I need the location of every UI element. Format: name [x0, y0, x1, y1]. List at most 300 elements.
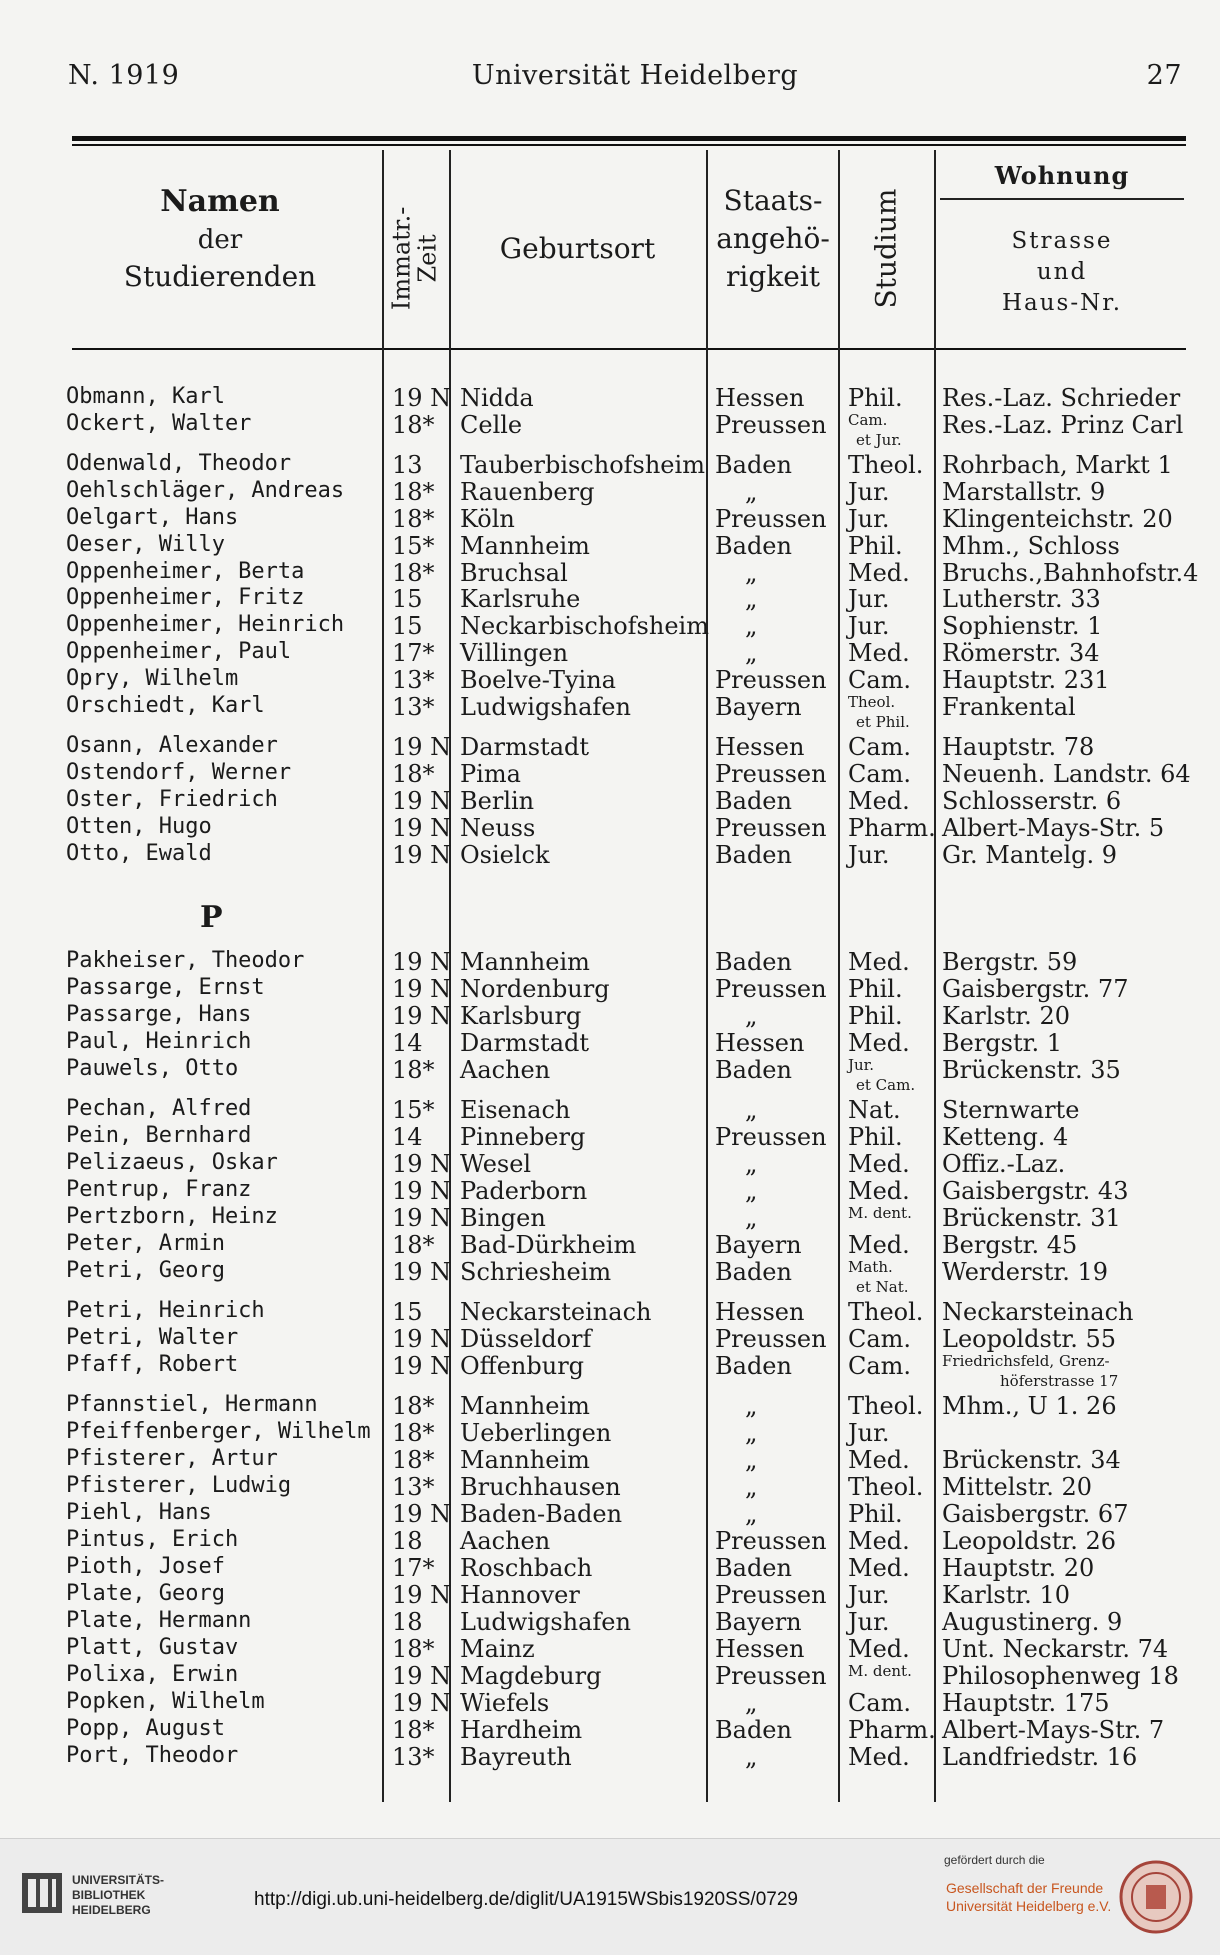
immatr-time: 19 N	[392, 1352, 452, 1380]
immatr-time: 15	[392, 1298, 423, 1326]
table-row	[0, 612, 1220, 638]
page-header-left: N. 1919	[68, 60, 180, 91]
study-subject: Theol.	[848, 693, 896, 711]
study-subject: Cam.	[848, 733, 912, 761]
street-address: Brückenstr. 35	[942, 1056, 1121, 1084]
street-address: Friedrichsfeld, Grenz-	[942, 1352, 1110, 1370]
street-address: Res.-Laz. Schrieder	[942, 384, 1181, 412]
street-address: Bergstr. 45	[942, 1231, 1078, 1259]
student-name: Orschiedt, Karl	[66, 693, 265, 718]
study-subject: Cam.	[848, 1352, 912, 1380]
street-address: Mittelstr. 20	[942, 1473, 1093, 1501]
study-subject: Theol.	[848, 1392, 924, 1420]
birthplace: Nidda	[460, 384, 534, 412]
col-header-immatr-line2: Zeit	[414, 234, 442, 283]
immatr-time: 15	[392, 585, 423, 613]
student-name: Osann, Alexander	[66, 733, 278, 758]
birthplace: Ueberlingen	[460, 1419, 612, 1447]
table-row	[0, 451, 1220, 477]
birthplace: Karlsburg	[460, 1002, 582, 1030]
immatr-time: 19 N	[392, 1325, 452, 1353]
birthplace: Hardheim	[460, 1716, 583, 1744]
table-row	[0, 585, 1220, 611]
student-name: Pfannstiel, Hermann	[66, 1392, 318, 1417]
student-name: Pechan, Alfred	[66, 1096, 252, 1121]
street-address: Offiz.-Laz.	[942, 1150, 1066, 1178]
immatr-time: 19 N	[392, 1689, 452, 1717]
table-row	[0, 1473, 1220, 1499]
street-address: Mhm., U 1. 26	[942, 1392, 1117, 1420]
citizenship: „	[745, 1150, 758, 1178]
immatr-time: 18	[392, 1527, 423, 1555]
col-header-staats-line1: Staats-	[723, 184, 823, 217]
immatr-time: 13*	[392, 1743, 435, 1771]
student-name: Petri, Walter	[66, 1325, 239, 1350]
immatr-time: 18*	[392, 1392, 435, 1420]
student-name: Pauwels, Otto	[66, 1056, 239, 1081]
birthplace: Hannover	[460, 1581, 580, 1609]
study-subject: Phil.	[848, 1123, 903, 1151]
street-address: Leopoldstr. 55	[942, 1325, 1117, 1353]
section-letter: P	[200, 900, 223, 935]
birthplace: Nordenburg	[460, 975, 610, 1003]
birthplace: Ludwigshafen	[460, 1608, 631, 1636]
table-row	[0, 1204, 1220, 1230]
citizenship: „	[745, 1177, 758, 1205]
citizenship: Bayern	[715, 693, 802, 721]
table-row	[0, 760, 1220, 786]
study-subject: Med.	[848, 1231, 910, 1259]
birthplace: Osielck	[460, 841, 550, 869]
table-row	[0, 1096, 1220, 1122]
street-address: Augustinerg. 9	[942, 1608, 1123, 1636]
table-row	[0, 1446, 1220, 1472]
table-row	[0, 948, 1220, 974]
birthplace: Bruchsal	[460, 559, 568, 587]
col-header-staats-line3: rigkeit	[725, 259, 820, 293]
birthplace: Boelve-Tyina	[460, 666, 616, 694]
street-address: Bergstr. 59	[942, 948, 1078, 976]
street-address: Karlstr. 20	[942, 1002, 1070, 1030]
study-subject: Theol.	[848, 1473, 924, 1501]
student-name: Pintus, Erich	[66, 1527, 239, 1552]
immatr-time: 19 N	[392, 1662, 452, 1690]
study-subject: Phil.	[848, 532, 903, 560]
student-name: Piehl, Hans	[66, 1500, 212, 1525]
immatr-time: 18*	[392, 1419, 435, 1447]
col-header-namen-line3: Studierenden	[123, 259, 317, 293]
study-subject: Med.	[848, 1527, 910, 1555]
student-name: Otto, Ewald	[66, 841, 212, 866]
table-row	[0, 666, 1220, 692]
street-address: Gaisbergstr. 77	[942, 975, 1129, 1003]
library-name-line3: HEIDELBERG	[72, 1903, 151, 1917]
student-name: Platt, Gustav	[66, 1635, 239, 1660]
birthplace: Mainz	[460, 1635, 535, 1663]
citizenship: „	[745, 1096, 758, 1124]
immatr-time: 19 N	[392, 1150, 452, 1178]
citizenship: Preussen	[715, 1662, 827, 1690]
table-row	[0, 841, 1220, 867]
citizenship: „	[745, 1500, 758, 1528]
table-row	[0, 787, 1220, 813]
col-header-strasse-line3: Haus-Nr.	[1001, 290, 1123, 317]
birthplace: Wiefels	[460, 1689, 550, 1717]
birthplace: Bingen	[460, 1204, 546, 1232]
street-address: Albert-Mays-Str. 5	[942, 814, 1165, 842]
table-row	[0, 478, 1220, 504]
table-row	[0, 1123, 1220, 1149]
citizenship: „	[745, 1446, 758, 1474]
table-row	[0, 1419, 1220, 1445]
street-address: Landfriedstr. 16	[942, 1743, 1138, 1771]
birthplace: Wesel	[460, 1150, 532, 1178]
citizenship: „	[745, 1473, 758, 1501]
citizenship: Bayern	[715, 1231, 802, 1259]
street-address: Albert-Mays-Str. 7	[942, 1716, 1165, 1744]
citizenship: Preussen	[715, 1123, 827, 1151]
student-name: Otten, Hugo	[66, 814, 212, 839]
street-address: Brückenstr. 34	[942, 1446, 1121, 1474]
student-name: Petri, Georg	[66, 1258, 225, 1283]
col-header-strasse-line2: und	[1036, 259, 1088, 286]
table-row	[0, 1635, 1220, 1661]
birthplace: Pinneberg	[460, 1123, 586, 1151]
street-address: Schlosserstr. 6	[942, 787, 1122, 815]
citizenship: Baden	[715, 1352, 792, 1380]
citizenship: Hessen	[715, 1029, 805, 1057]
immatr-time: 19 N	[392, 787, 452, 815]
sponsor-name-line2: Universität Heidelberg e.V.	[946, 1898, 1112, 1914]
street-address: Römerstr. 34	[942, 639, 1100, 667]
study-subject: Phil.	[848, 1002, 903, 1030]
immatr-time: 19 N	[392, 1581, 452, 1609]
street-address: Philosophenweg 18	[942, 1662, 1179, 1690]
immatr-time: 19 N	[392, 1002, 452, 1030]
immatr-time: 13	[392, 451, 423, 479]
immatr-time: 19 N	[392, 1177, 452, 1205]
birthplace: Darmstadt	[460, 1029, 590, 1057]
table-row	[0, 1325, 1220, 1351]
table-row	[0, 1716, 1220, 1742]
street-address: Hauptstr. 20	[942, 1554, 1095, 1582]
immatr-time: 18	[392, 1608, 423, 1636]
street-address: Frankental	[942, 693, 1076, 721]
immatr-time: 19 N	[392, 384, 452, 412]
study-subject: Med.	[848, 948, 910, 976]
student-name: Pfisterer, Artur	[66, 1446, 278, 1471]
birthplace: Neuss	[460, 814, 536, 842]
library-name	[72, 1873, 164, 1918]
student-name: Ostendorf, Werner	[66, 760, 292, 785]
citizenship: Preussen	[715, 666, 827, 694]
immatr-time: 18*	[392, 1635, 435, 1663]
birthplace: Mannheim	[460, 1392, 590, 1420]
citizenship: Baden	[715, 787, 792, 815]
birthplace: Düsseldorf	[460, 1325, 592, 1353]
street-address: Gr. Mantelg. 9	[942, 841, 1118, 869]
table-row	[0, 733, 1220, 759]
citizenship: Preussen	[715, 1325, 827, 1353]
student-name: Popp, August	[66, 1716, 225, 1741]
student-name: Port, Theodor	[66, 1743, 239, 1768]
birthplace: Baden-Baden	[460, 1500, 623, 1528]
student-name: Peter, Armin	[66, 1231, 225, 1256]
student-name: Passarge, Hans	[66, 1002, 252, 1027]
table-row	[0, 1662, 1220, 1688]
immatr-time: 18*	[392, 411, 435, 439]
table-row	[0, 1056, 1220, 1094]
street-address: Brückenstr. 31	[942, 1204, 1121, 1232]
birthplace: Darmstadt	[460, 733, 590, 761]
table-row	[0, 411, 1220, 449]
study-subject: Phil.	[848, 1500, 903, 1528]
birthplace: Villingen	[460, 639, 569, 667]
birthplace: Schriesheim	[460, 1258, 612, 1286]
immatr-time: 13*	[392, 666, 435, 694]
birthplace: Karlsruhe	[460, 585, 581, 613]
sponsor-name-line1: Gesellschaft der Freunde	[946, 1880, 1104, 1896]
table-row	[0, 1298, 1220, 1324]
student-name: Pioth, Josef	[66, 1554, 225, 1579]
study-subject-secondary: et Jur.	[856, 431, 902, 449]
citizenship: „	[745, 1743, 758, 1771]
immatr-time: 14	[392, 1123, 423, 1151]
birthplace: Neckarbischofsheim	[460, 612, 709, 640]
street-address: Hauptstr. 78	[942, 733, 1095, 761]
study-subject: Cam.	[848, 1325, 912, 1353]
table-row	[0, 1500, 1220, 1526]
immatr-time: 15	[392, 612, 423, 640]
table-row	[0, 1258, 1220, 1296]
birthplace: Ludwigshafen	[460, 693, 631, 721]
study-subject: Med.	[848, 1029, 910, 1057]
citizenship: Baden	[715, 1716, 792, 1744]
col-header-geburtsort: Geburtsort	[499, 232, 656, 265]
footer-bar	[0, 1838, 1220, 1955]
street-address: Unt. Neckarstr. 74	[942, 1635, 1169, 1663]
sponsor-name	[946, 1879, 1111, 1915]
table-row	[0, 1231, 1220, 1257]
col-header-strasse	[940, 226, 1184, 319]
col-header-wohnung: Wohnung	[994, 161, 1130, 190]
study-subject: Jur.	[848, 612, 890, 640]
study-subject: Cam.	[848, 760, 912, 788]
student-name: Plate, Hermann	[66, 1608, 252, 1633]
study-subject: Med.	[848, 1635, 910, 1663]
page-header-title: Universität Heidelberg	[471, 60, 799, 91]
table-row	[0, 532, 1220, 558]
study-subject: Med.	[848, 1743, 910, 1771]
col-header-namen-line1: Namen	[160, 184, 280, 219]
study-subject: Cam.	[848, 1689, 912, 1717]
student-name: Oster, Friedrich	[66, 787, 278, 812]
immatr-time: 18*	[392, 1716, 435, 1744]
birthplace: Aachen	[460, 1056, 551, 1084]
immatr-time: 18*	[392, 478, 435, 506]
immatr-time: 15*	[392, 1096, 435, 1124]
immatr-time: 15*	[392, 532, 435, 560]
study-subject: Cam.	[848, 411, 888, 429]
table-row	[0, 693, 1220, 731]
student-name: Popken, Wilhelm	[66, 1689, 265, 1714]
street-address: Klingenteichstr. 20	[942, 505, 1173, 533]
table-row	[0, 1352, 1220, 1390]
library-name-line2: BIBLIOTHEK	[72, 1888, 146, 1902]
immatr-time: 18*	[392, 1446, 435, 1474]
col-header-immatr	[389, 173, 442, 343]
street-address: Neuenh. Landstr. 64	[942, 760, 1191, 788]
citizenship: Preussen	[715, 411, 827, 439]
birthplace: Mannheim	[460, 532, 590, 560]
immatr-time: 18*	[392, 559, 435, 587]
student-name: Pein, Bernhard	[66, 1123, 252, 1148]
birthplace: Bad-Dürkheim	[460, 1231, 637, 1259]
birthplace: Paderborn	[460, 1177, 588, 1205]
street-address: Hauptstr. 175	[942, 1689, 1110, 1717]
citizenship: „	[745, 559, 758, 587]
study-subject: Jur.	[848, 1608, 890, 1636]
study-subject: Jur.	[848, 1419, 890, 1447]
street-address: Gaisbergstr. 43	[942, 1177, 1129, 1205]
birthplace: Eisenach	[460, 1096, 571, 1124]
header-rule-top	[72, 136, 1186, 141]
citizenship: Baden	[715, 1258, 792, 1286]
student-name: Pfeiffenberger, Wilhelm	[66, 1419, 371, 1444]
table-row	[0, 1527, 1220, 1553]
university-seal-icon	[1118, 1859, 1194, 1935]
study-subject: Jur.	[848, 505, 890, 533]
street-address: Sternwarte	[942, 1096, 1080, 1124]
student-name: Passarge, Ernst	[66, 975, 265, 1000]
citizenship: Baden	[715, 451, 792, 479]
citizenship: Hessen	[715, 1298, 805, 1326]
student-name: Pentrup, Franz	[66, 1177, 252, 1202]
study-subject: Med.	[848, 1554, 910, 1582]
col-header-immatr-line1: Immatr.-	[387, 206, 416, 311]
immatr-time: 13*	[392, 1473, 435, 1501]
birthplace: Tauberbischofsheim	[460, 451, 705, 479]
col-header-staats	[708, 182, 838, 295]
table-row	[0, 1743, 1220, 1769]
immatr-time: 19 N	[392, 814, 452, 842]
study-subject: Nat.	[848, 1096, 901, 1124]
citizenship: Preussen	[715, 1527, 827, 1555]
student-name: Pakheiser, Theodor	[66, 948, 305, 973]
study-subject: Pharm.	[848, 814, 936, 842]
citizenship: Hessen	[715, 733, 805, 761]
street-address: Bergstr. 1	[942, 1029, 1062, 1057]
citizenship: „	[745, 1204, 758, 1232]
study-subject: Pharm.	[848, 1716, 936, 1744]
table-row	[0, 505, 1220, 531]
street-address: Marstallstr. 9	[942, 478, 1106, 506]
table-row	[0, 1689, 1220, 1715]
table-row	[0, 639, 1220, 665]
study-subject: M. dent.	[848, 1662, 912, 1680]
street-address: Leopoldstr. 26	[942, 1527, 1117, 1555]
immatr-time: 19 N	[392, 1258, 452, 1286]
student-name: Oppenheimer, Fritz	[66, 585, 305, 610]
citizenship: Preussen	[715, 505, 827, 533]
student-name: Paul, Heinrich	[66, 1029, 252, 1054]
street-address: Bruchs.,Bahnhofstr.4	[942, 559, 1199, 587]
table-row	[0, 1554, 1220, 1580]
birthplace: Mannheim	[460, 948, 590, 976]
student-name: Pertzborn, Heinz	[66, 1204, 278, 1229]
wohnung-rule	[940, 198, 1184, 200]
table-row	[0, 1392, 1220, 1418]
immatr-time: 17*	[392, 639, 435, 667]
street-address: Neckarsteinach	[942, 1298, 1134, 1326]
street-address: Res.-Laz. Prinz Carl	[942, 411, 1184, 439]
student-name: Pfaff, Robert	[66, 1352, 239, 1377]
citizenship: Baden	[715, 841, 792, 869]
citizenship: „	[745, 1392, 758, 1420]
table-row	[0, 1581, 1220, 1607]
study-subject-secondary: et Phil.	[856, 713, 910, 731]
table-row	[0, 1002, 1220, 1028]
table-row	[0, 1177, 1220, 1203]
table-row	[0, 384, 1220, 410]
col-header-studium: Studium	[869, 188, 903, 309]
birthplace: Celle	[460, 411, 523, 439]
header-rule-bottom	[72, 348, 1186, 350]
citizenship: „	[745, 1689, 758, 1717]
student-name: Pfisterer, Ludwig	[66, 1473, 292, 1498]
study-subject-secondary: et Cam.	[856, 1076, 916, 1094]
immatr-time: 13*	[392, 693, 435, 721]
table-row	[0, 814, 1220, 840]
student-name: Oeser, Willy	[66, 532, 225, 557]
citizenship: Baden	[715, 948, 792, 976]
birthplace: Aachen	[460, 1527, 551, 1555]
citizenship: „	[745, 1419, 758, 1447]
immatr-time: 19 N	[392, 975, 452, 1003]
immatr-time: 18*	[392, 1056, 435, 1084]
citizenship: „	[745, 478, 758, 506]
immatr-time: 17*	[392, 1554, 435, 1582]
study-subject: Theol.	[848, 1298, 924, 1326]
student-name: Oppenheimer, Heinrich	[66, 612, 345, 637]
table-row	[0, 1608, 1220, 1634]
study-subject: Med.	[848, 559, 910, 587]
source-url-link[interactable]: http://digi.ub.uni-heidelberg.de/diglit/UA1915WSbis1920SS/0729	[254, 1889, 798, 1910]
student-name: Obmann, Karl	[66, 384, 225, 409]
student-name: Opry, Wilhelm	[66, 666, 239, 691]
citizenship: „	[745, 585, 758, 613]
street-address: Gaisbergstr. 67	[942, 1500, 1129, 1528]
street-address: Rohrbach, Markt 1	[942, 451, 1173, 479]
immatr-time: 19 N	[392, 841, 452, 869]
student-name: Odenwald, Theodor	[66, 451, 292, 476]
sponsor-intro: gefördert durch die	[944, 1853, 1045, 1867]
immatr-time: 18*	[392, 760, 435, 788]
street-address: Werderstr. 19	[942, 1258, 1109, 1286]
citizenship: Baden	[715, 532, 792, 560]
study-subject: Med.	[848, 1446, 910, 1474]
birthplace: Köln	[460, 505, 515, 533]
birthplace: Neckarsteinach	[460, 1298, 652, 1326]
citizenship: Baden	[715, 1056, 792, 1084]
student-name: Polixa, Erwin	[66, 1662, 239, 1687]
library-logo-icon	[18, 1869, 66, 1917]
street-address: Ketteng. 4	[942, 1123, 1069, 1151]
citizenship: „	[745, 639, 758, 667]
table-row	[0, 975, 1220, 1001]
student-name: Oppenheimer, Berta	[66, 559, 305, 584]
immatr-time: 18*	[392, 1231, 435, 1259]
